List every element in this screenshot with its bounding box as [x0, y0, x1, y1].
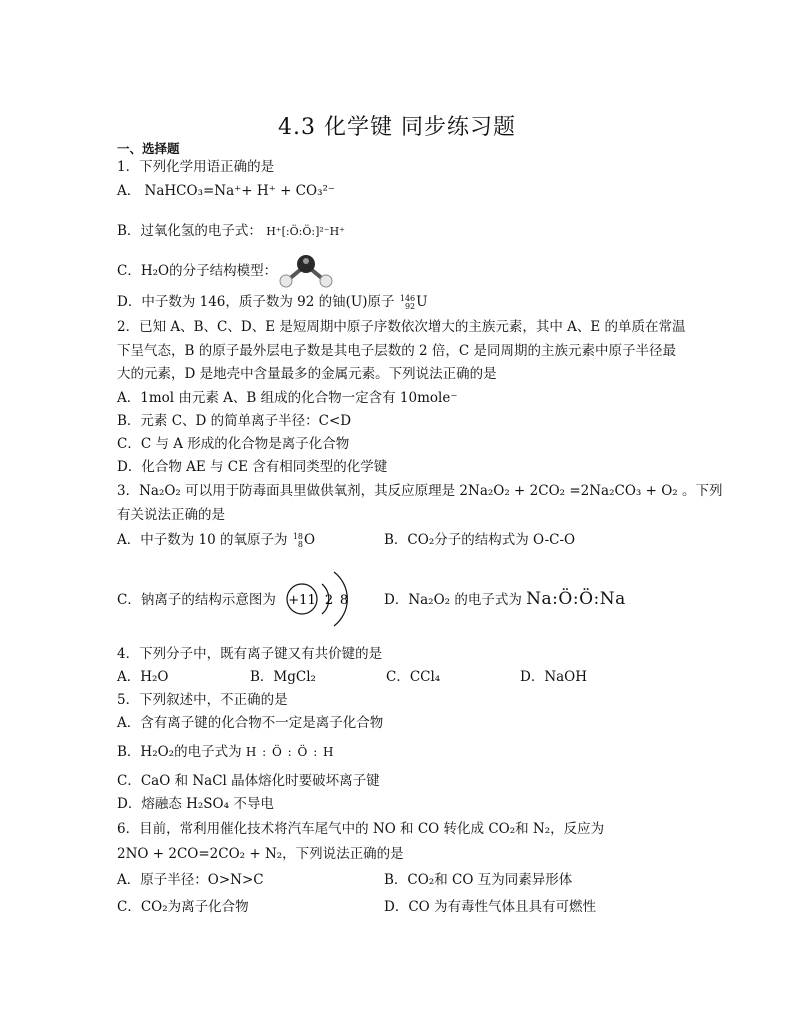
h2o2-electron-formula: H : Ö : Ö : H	[245, 745, 335, 759]
q3-option-a: A．中子数为 10 的氧原子为 18 8 O	[117, 531, 316, 549]
q4-option-c: C．CCl₄	[386, 669, 441, 685]
q5-option-c: C．CaO 和 NaCl 晶体熔化时要破坏离子键	[117, 773, 380, 789]
q4-option-d: D．NaOH	[520, 669, 588, 685]
q2-option-c: C．C 与 A 形成的化合物是离子化合物	[117, 436, 350, 452]
q4-option-b: B．MgCl₂	[250, 669, 316, 685]
q5-option-a: A．含有离子键的化合物不一定是离子化合物	[117, 715, 384, 731]
q6-option-b: B．CO₂和 CO 互为同素异形体	[384, 872, 573, 888]
q1-option-c-label: C．H₂O的分子结构模型：	[117, 263, 278, 279]
q2-stem-line3: 大的元素，D 是地壳中含量最多的金属元素。下列说法正确的是	[117, 366, 497, 382]
section-heading: 一、选择题	[117, 141, 180, 156]
q2-stem-line1: 2．已知 A、B、C、D、E 是短周期中原子序数依次增大的主族元素，其中 A、E 的单质在常温	[117, 319, 686, 335]
q1-option-c	[117, 262, 277, 280]
q6-stem-line2: 2NO + 2CO=2CO₂ + N₂，下列说法正确的是	[117, 846, 404, 862]
q3-stem-line1: 3．Na₂O₂ 可以用于防毒面具里做供氧剂，其反应原理是 2Na₂O₂ + 2CO₂ =2Na₂CO₃ + O₂ 。下列	[117, 483, 723, 499]
q6-option-a: A．原子半径：O>N>C	[117, 872, 264, 888]
q5-option-d: D．熔融态 H₂SO₄ 不导电	[117, 796, 274, 812]
q1-option-a: A． NaHCO₃=Na⁺+ H⁺ + CO₃²⁻	[117, 183, 336, 199]
q4-option-a: A．H₂O	[117, 669, 169, 685]
q6-option-c: C．CO₂为离子化合物	[117, 899, 249, 915]
q1-option-b-label: B．过氧化氢的电子式：	[117, 223, 262, 239]
shell-1-electrons: 2	[324, 593, 334, 608]
q3-option-b: B．CO₂分子的结构式为 O-C-O	[384, 532, 576, 548]
q4-stem: 4．下列分子中，既有离子键又有共价键的是	[117, 646, 383, 662]
q2-option-a: A．1mol 由元素 A、B 组成的化合物一定含有 10mole⁻	[117, 390, 458, 406]
water-molecule-model-icon	[272, 250, 338, 290]
uranium-nuclide: 146 92	[399, 293, 416, 311]
q6-stem-line1: 6．目前，常利用催化技术将汽车尾气中的 NO 和 CO 转化成 CO₂和 N₂，反应为	[117, 821, 605, 837]
na2o2-electron-formula: Na:Ö:Ö:Na	[526, 589, 626, 609]
q1-option-b	[117, 222, 345, 241]
q1-stem: 1．下列化学用语正确的是	[117, 159, 275, 175]
q1-option-b-formula: H⁺[:Ö:Ö:]²⁻H⁺	[266, 225, 345, 238]
q3-option-d: D．Na₂O₂ 的电子式为 Na:Ö:Ö:Na	[384, 589, 626, 609]
oxygen-nuclide: 18 8	[292, 531, 303, 549]
q5-option-b: B．H₂O₂的电子式为 H : Ö : Ö : H	[117, 744, 335, 760]
hydrogen-atom-icon	[280, 275, 292, 287]
q2-stem-line2: 下呈气态，B 的原子最外层电子数是其电子层数的 2 倍，C 是同周期的主族元素中原子半径最	[117, 343, 677, 359]
nucleus-charge: +11	[288, 593, 316, 608]
shell-2-electrons: 8	[339, 593, 349, 608]
q3-stem-line2: 有关说法正确的是	[117, 507, 225, 523]
q1-option-d: D．中子数为 146，质子数为 92 的铀(U)原子 146 92 U	[117, 293, 428, 311]
q3-option-c-label: C．钠离子的结构示意图为	[117, 592, 276, 608]
page-title: 4.3 化学键 同步练习题	[278, 115, 516, 140]
q2-option-d: D．化合物 AE 与 CE 含有相同类型的化学键	[117, 459, 388, 475]
q6-option-d: D．CO 为有毒性气体且具有可燃性	[384, 899, 597, 915]
q5-stem: 5．下列叙述中，不正确的是	[117, 692, 288, 708]
sodium-ion-structure-diagram	[280, 562, 370, 636]
hydrogen-atom-icon	[320, 275, 332, 287]
q2-option-b: B．元素 C、D 的简单离子半径：C<D	[117, 413, 352, 429]
